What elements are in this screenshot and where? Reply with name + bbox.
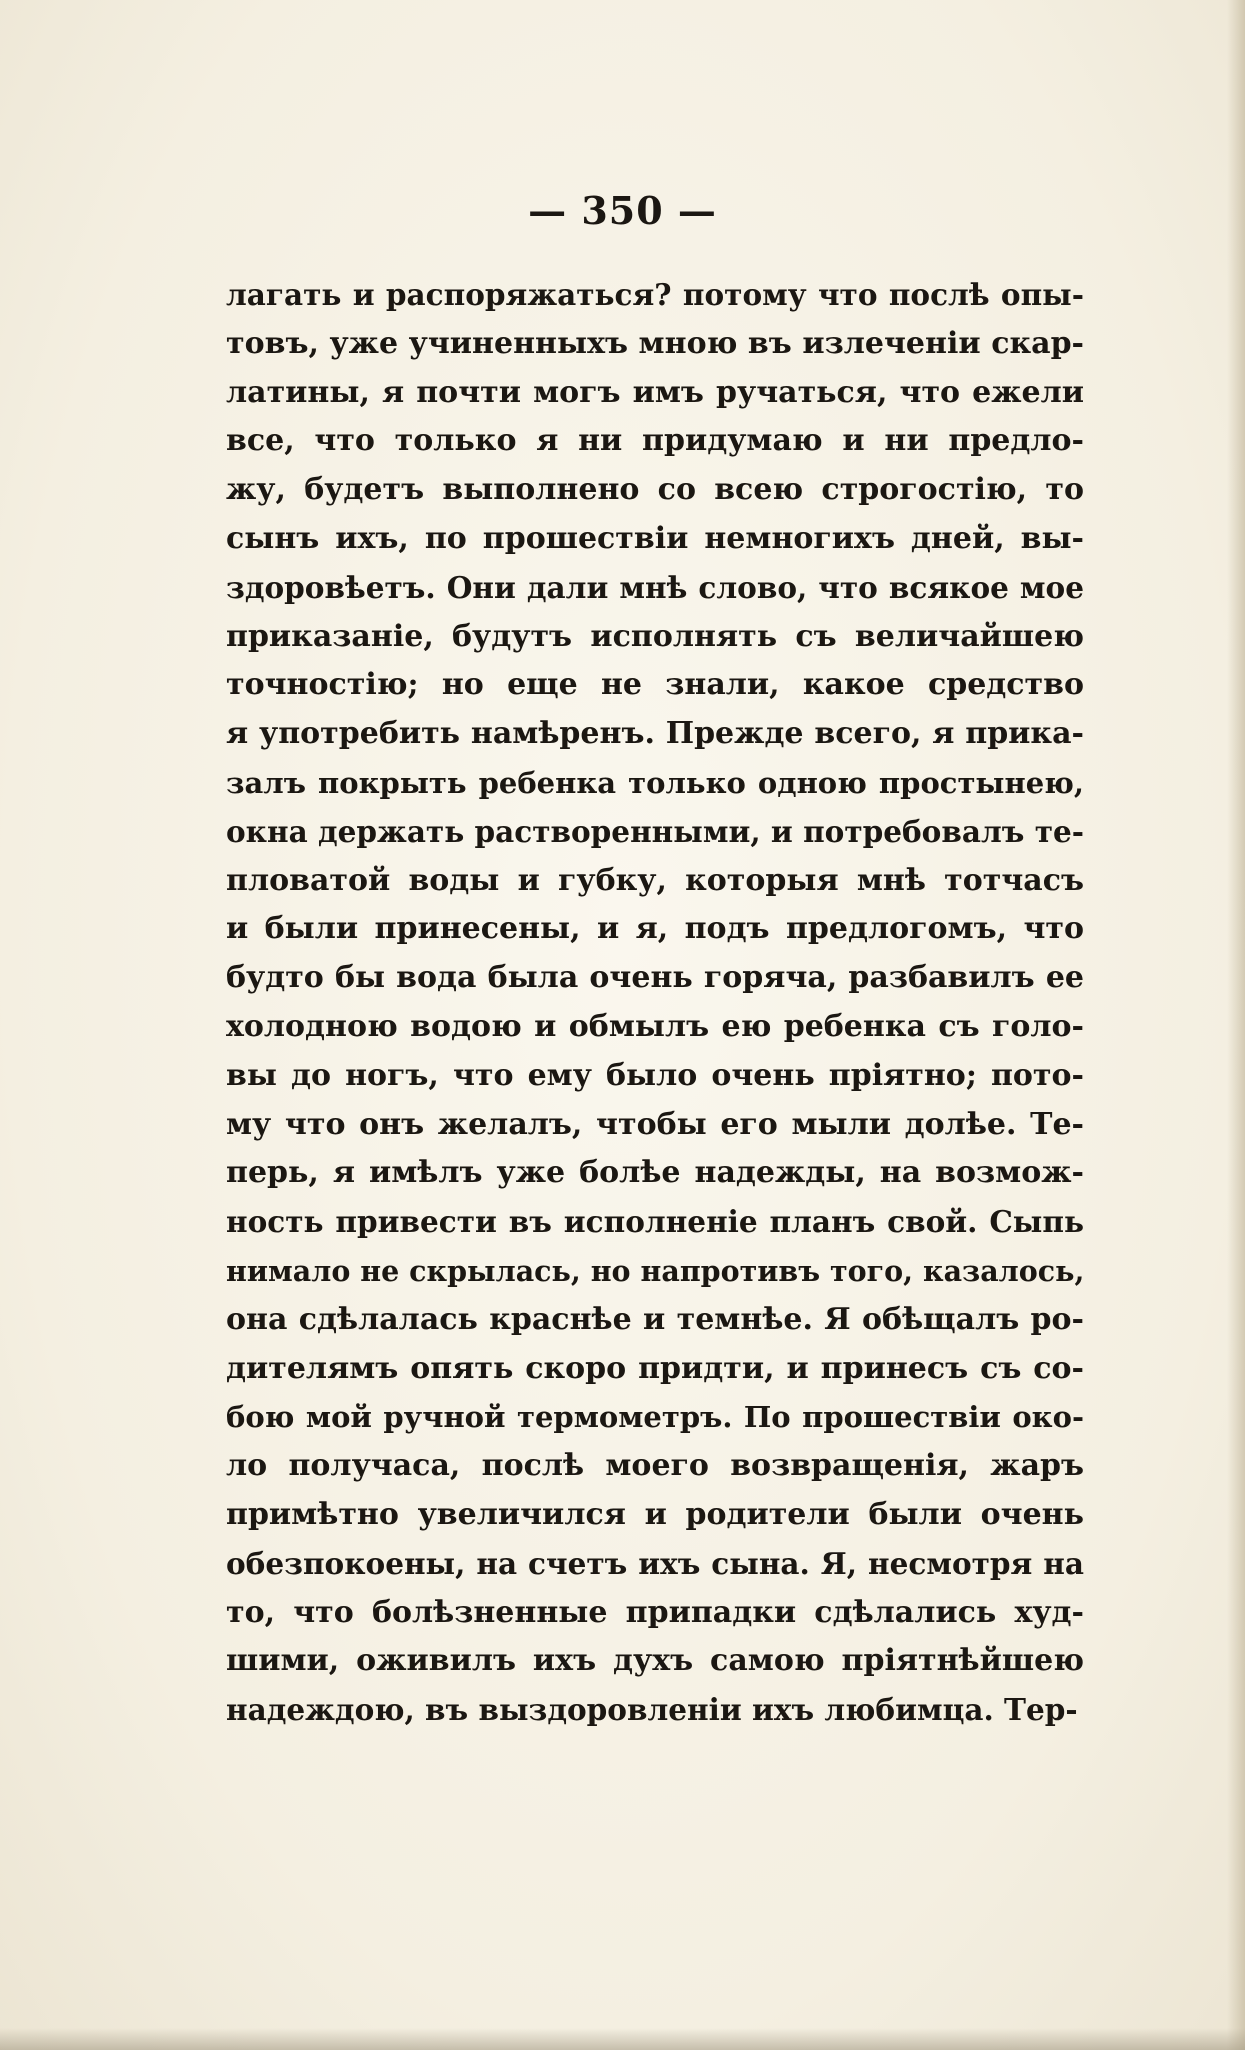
text-line: дителямъ опять скоро придти, и принесъ съ со- (226, 1350, 1084, 1386)
text-line: приказаніе, будутъ исполнять съ величайшею (226, 618, 1084, 654)
page-edge-shadow-right (1227, 0, 1245, 2050)
text-line: будто бы вода была очень горяча, разбавилъ ее (226, 960, 1084, 996)
text-line: бою мой ручной термометръ. По прошествіи око- (226, 1400, 1084, 1435)
text-line: сынъ ихъ, по прошествіи немногихъ дней, вы- (226, 520, 1084, 556)
text-line: то, что болѣзненные припадки сдѣлались худ- (226, 1594, 1084, 1630)
text-line: шими, оживилъ ихъ духъ самою пріятнѣйшею (226, 1643, 1084, 1679)
text-line: лагать и распоряжаться? потому что послѣ опы- (226, 277, 1084, 312)
text-line: му что онъ желалъ, чтобы его мыли долѣе. Те- (226, 1106, 1084, 1142)
text-line: я употребить намѣренъ. Прежде всего, я прика- (226, 716, 1084, 752)
text-line: и были принесены, и я, подъ предлогомъ, что (226, 911, 1084, 947)
text-line: все, что только я ни придумаю и ни предло- (226, 423, 1084, 459)
text-line: латины, я почти могъ имъ ручаться, что ежели (226, 374, 1084, 410)
text-line: пловатой воды и губку, которыя мнѣ тотчасъ (226, 862, 1084, 898)
text-line: нимало не скрылась, но напротивъ того, казалось, (226, 1253, 1085, 1288)
text-line: ность привести въ исполненіе планъ свой. Сыпь (226, 1204, 1084, 1240)
text-line: точностію; но еще не знали, какое средство (226, 667, 1084, 703)
page-number: — 350 — (528, 188, 717, 233)
text-line: товъ, уже учиненныхъ мною въ излеченіи скар- (226, 325, 1084, 361)
text-line: здоровѣетъ. Они дали мнѣ слово, что всякое мое (226, 569, 1084, 605)
text-line: обезпокоены, на счетъ ихъ сына. Я, несмотря на (226, 1545, 1084, 1581)
text-line: перь, я имѣлъ уже болѣе надежды, на возмож- (226, 1155, 1084, 1191)
text-line: залъ покрыть ребенка только одною простынею, (226, 765, 1084, 800)
text-line: холодною водою и обмылъ ею ребенка съ голо- (226, 1008, 1084, 1044)
text-line: окна держать растворенными, и потребовалъ те- (226, 813, 1084, 849)
text-line: вы до ногъ, что ему было очень пріятно; пото- (226, 1057, 1084, 1093)
text-line: ло получаса, послѣ моего возвращенія, жаръ (226, 1448, 1084, 1484)
text-line: жу, будетъ выполнено со всею строгостію, то (226, 472, 1084, 508)
text-line: надеждою, въ выздоровленіи ихъ любимца. Тер- (226, 1692, 1078, 1728)
text-line: примѣтно увеличился и родители были очень (226, 1496, 1084, 1532)
body-text (226, 271, 1084, 1735)
page-edge-shadow-bottom (0, 2028, 1245, 2050)
text-line: она сдѣлалась краснѣе и темнѣе. Я обѣщалъ ро- (226, 1301, 1084, 1337)
